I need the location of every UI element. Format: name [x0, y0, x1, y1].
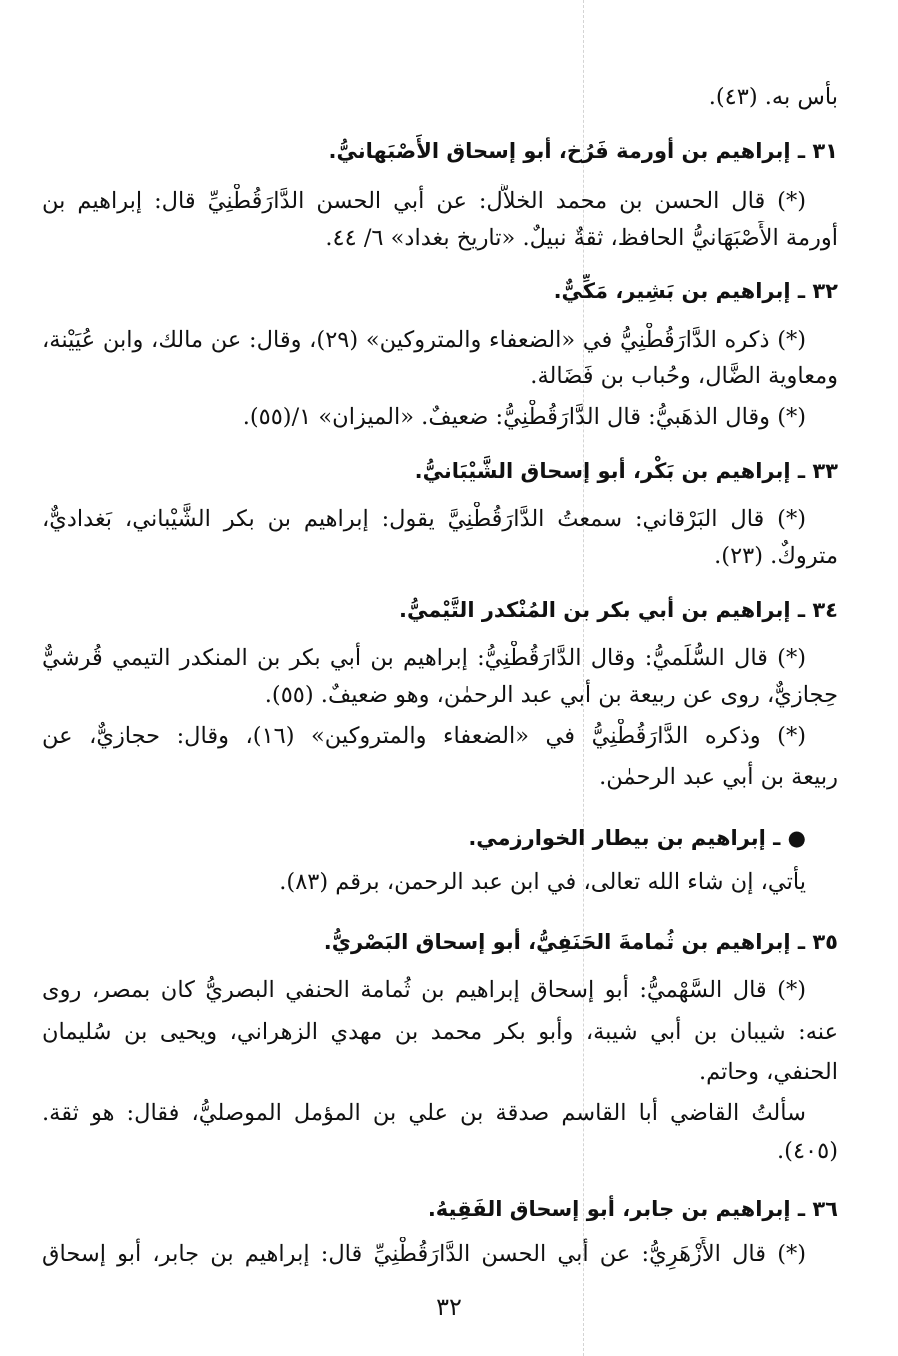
entry-heading: ٣٥ ـ إبراهيم بن ثُمامةَ الحَنَفِيُّ، أبو إسحاق البَصْريُّ.: [323, 930, 838, 954]
entry-heading: ٣٤ ـ إبراهيم بن أبي بكر بن المُنْكدر التَّيْميُّ.: [398, 598, 838, 622]
entry-heading: ٣٣ ـ إبراهيم بن بَكْر، أبو إسحاق الشَّيْبَانيُّ.: [414, 459, 838, 483]
text-line: (*) قال الحسن بن محمد الخلاَّل: عن أبي الحسن الدَّارَقُطْنِيِّ قال: إبراهيم بن: [42, 188, 806, 214]
text-line: (*) وذكره الدَّارَقُطْنِيُّ في «الضعفاء والمتروكين» (١٦)، وقال: حجازيٌّ، عن: [42, 723, 806, 749]
text-line: (*) قال السُّلَميُّ: وقال الدَّارَقُطْنِيُّ: إبراهيم بن أبي بكر بن المنكدر التيمي قُرشيٌّ: [42, 645, 806, 671]
text-line: (٤٠٥).: [777, 1138, 838, 1164]
text-line: يأتي، إن شاء الله تعالى، في ابن عبد الرحمن، برقم (٨٣).: [279, 869, 806, 895]
entry-heading: ● ـ إبراهيم بن بيطار الخوارزمي.: [468, 826, 806, 850]
text-line: حِجازيٌّ، روى عن ربيعة بن أبي عبد الرحمٰن، وهو ضعيفٌ. (٥٥).: [264, 682, 838, 708]
text-line: سألتُ القاضي أبا القاسم صدقة بن علي بن المؤمل الموصليُّ، فقال: هو ثقة.: [42, 1100, 806, 1126]
text-line: أورمة الأَصْبَهَانيُّ الحافظ، ثقةٌ نبيلٌ. «تاريخ بغداد» ٦/ ٤٤.: [325, 225, 838, 251]
text-line: متروكٌ. (٢٣).: [714, 543, 838, 569]
text-line: (*) قال السَّهْميُّ: أبو إسحاق إبراهيم بن ثُمامة الحنفي البصريُّ كان بمصر، روى: [42, 977, 806, 1003]
page-number: ٣٢: [436, 1293, 462, 1321]
text-line: ومعاوية الضَّال، وحُباب بن فَضَالة.: [530, 363, 838, 389]
text-line: ربيعة بن أبي عبد الرحمٰن.: [599, 764, 838, 790]
entry-heading: ٣٢ ـ إبراهيم بن بَشِير، مَكِّيٌّ.: [553, 279, 838, 303]
text-line: (*) ذكره الدَّارَقُطْنِيُّ في «الضعفاء والمتروكين» (٢٩)، وقال: عن مالك، وابن عُيَيْنة،: [42, 327, 806, 353]
text-line: بأس به. (٤٣).: [708, 84, 838, 110]
text-line: (*) قال البَرْقاني: سمعتُ الدَّارَقُطْنِيَّ يقول: إبراهيم بن بكر الشَّيْباني، بَغداديٌّ،: [42, 506, 806, 532]
entry-heading: ٣٦ ـ إبراهيم بن جابر، أبو إسحاق الفَقِيهُ.: [427, 1197, 838, 1221]
text-line: الحنفي، وحاتم.: [699, 1059, 838, 1085]
entry-heading: ٣١ ـ إبراهيم بن أورمة فَرُخ، أبو إسحاق الأَصْبَهانيُّ.: [328, 139, 838, 163]
text-line: عنه: شيبان بن أبي شيبة، وأبو بكر محمد بن مهدي الزهراني، ويحيى بن سُليمان: [42, 1019, 838, 1045]
text-line: (*) قال الأَزْهَرِيُّ: عن أبي الحسن الدَّارَقُطْنِيِّ قال: إبراهيم بن جابر، أبو إسحاق: [42, 1241, 806, 1267]
text-line: (*) وقال الذهَبيُّ: قال الدَّارَقُطْنِيُّ: ضعيفٌ. «الميزان» ١/(٥٥).: [242, 404, 806, 430]
